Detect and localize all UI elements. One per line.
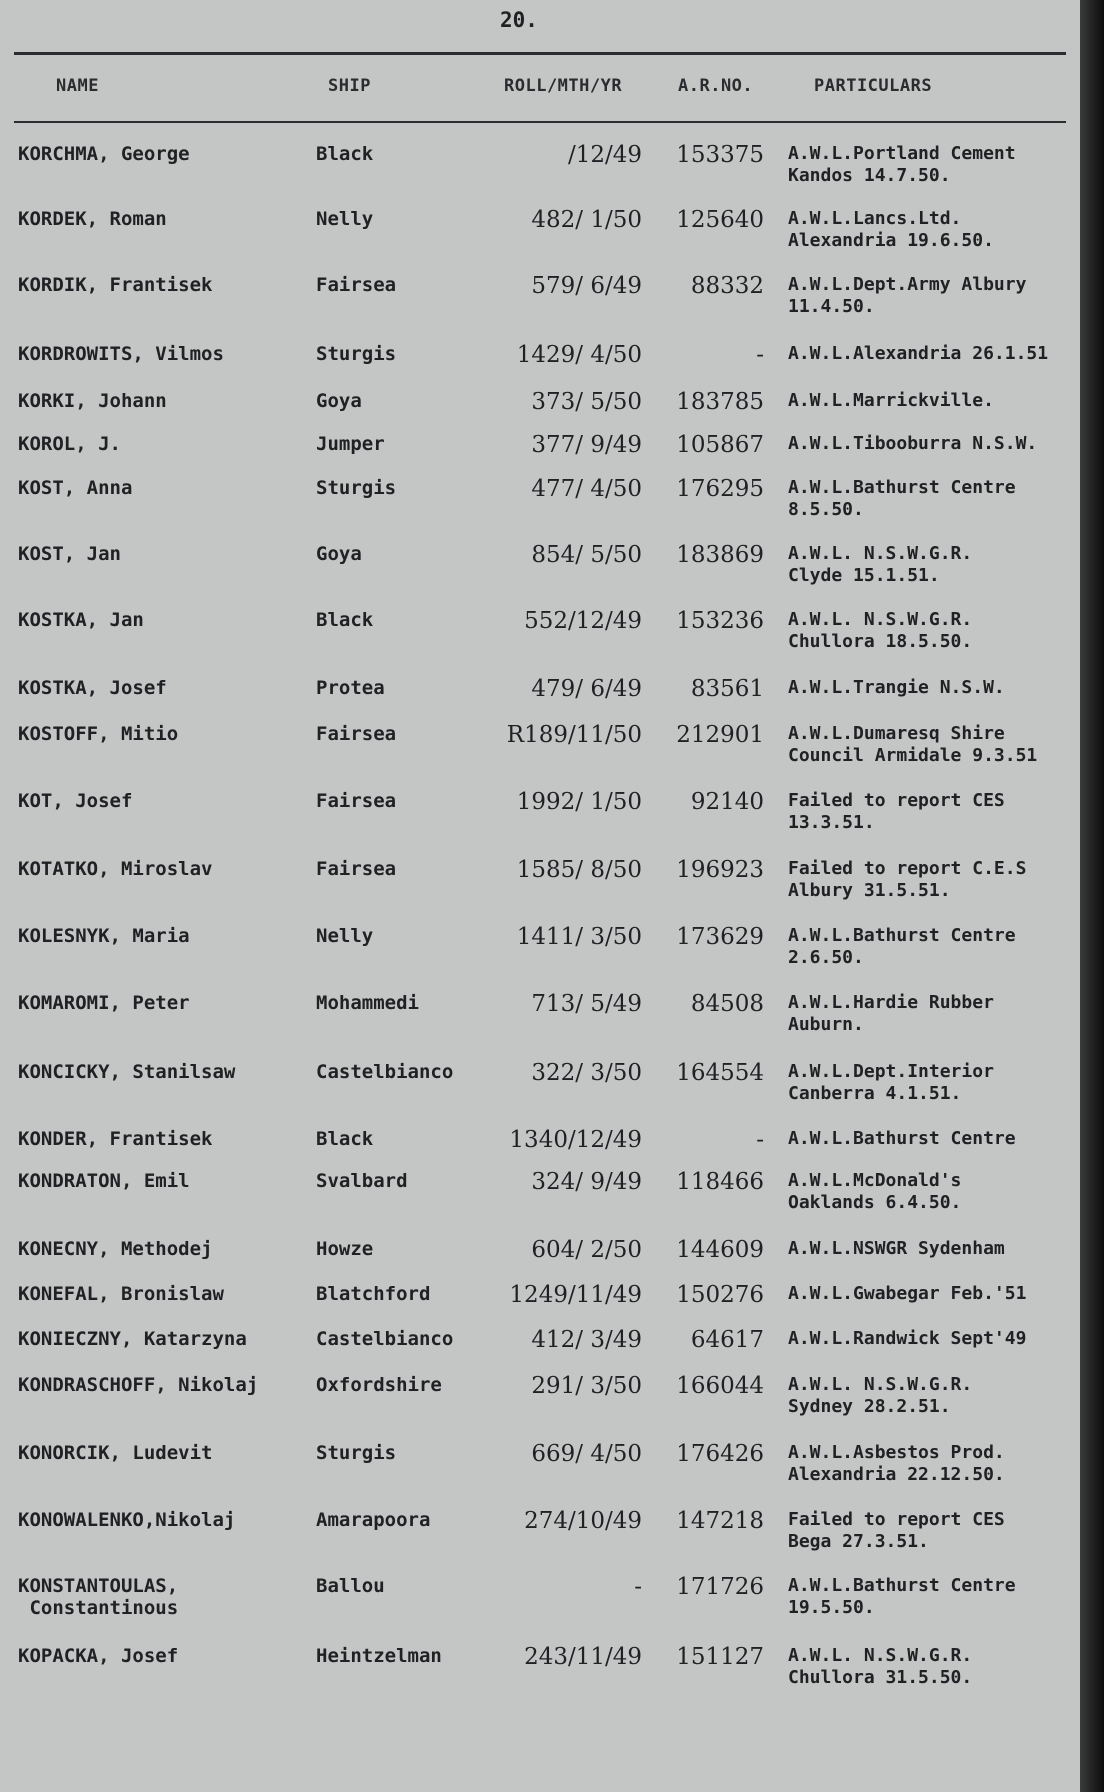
cell-ar-no: 153375 [676,142,764,168]
cell-ship: Fairsea [316,858,397,880]
cell-name [18,390,318,412]
cell-ship: Sturgis [316,343,397,365]
cell-particulars [788,1575,1080,1619]
header-top-rule [14,52,1066,55]
cell-ar-no: 83561 [690,676,764,702]
cell-particulars [788,1374,1080,1418]
cell-ar-no: 153236 [676,608,764,634]
name-line: KONIECZNY, Katarzyna [18,1328,247,1350]
particulars-line: A.W.L.Dumaresq Shire [788,723,1005,744]
cell-ship: Black [316,1128,374,1150]
header-bottom-rule [14,121,1066,123]
cell-particulars [788,1238,1080,1260]
cell-name [18,208,318,230]
cell-roll: 322/ 3/50 [531,1060,642,1086]
particulars-line: A.W.L.Asbestos Prod. [788,1442,1005,1463]
particulars-line: Failed to report CES [788,1509,1005,1530]
cell-particulars [788,677,1080,699]
cell-roll: R189/11/50 [506,722,642,748]
particulars-line: A.W.L.Trangie N.S.W. [788,677,1005,698]
cell-ship: Sturgis [316,1442,397,1464]
cell-name [18,1575,318,1619]
particulars-line: A.W.L.Marrickville. [788,390,994,411]
cell-roll: 324/ 9/49 [531,1169,642,1195]
cell-name [18,274,318,296]
name-line: KONDER, Frantisek [18,1128,213,1150]
particulars-line: A.W.L. N.S.W.G.R. [788,543,973,564]
cell-ship: Fairsea [316,723,397,745]
cell-particulars [788,274,1080,318]
cell-roll: 479/ 6/49 [531,676,642,702]
cell-roll: 477/ 4/50 [531,476,642,502]
cell-ar-no: 105867 [676,432,764,458]
cell-ship: Black [316,143,374,165]
name-line: KOPACKA, Josef [18,1645,179,1667]
cell-name [18,1645,318,1667]
cell-name [18,723,318,745]
cell-name [18,343,318,365]
cell-particulars [788,1645,1080,1689]
cell-ship: Jumper [316,433,385,455]
name-line: KOROL, J. [18,433,121,455]
cell-ar-no: 173629 [676,924,764,950]
particulars-line: A.W.L.Dept.Interior [788,1061,994,1082]
cell-roll: 552/12/49 [524,608,642,634]
cell-roll: 482/ 1/50 [531,207,642,233]
name-line: KONOWALENKO,Nikolaj [18,1509,236,1531]
particulars-line: A.W.L.Gwabegar Feb.'51 [788,1283,1027,1304]
cell-ship: Heintzelman [316,1645,442,1667]
cell-roll: 243/11/49 [524,1644,642,1670]
particulars-line: 11.4.50. [788,296,875,317]
cell-particulars [788,1170,1080,1214]
cell-ar-no: 164554 [676,1060,764,1086]
particulars-line: 2.6.50. [788,947,864,968]
particulars-line: A.W.L. N.S.W.G.R. [788,1374,973,1395]
cell-ship: Mohammedi [316,992,419,1014]
cell-ar-no: 118466 [676,1169,764,1195]
cell-name [18,992,318,1014]
particulars-line: Council Armidale 9.3.51 [788,745,1038,766]
cell-particulars [788,1509,1080,1553]
name-line: KOST, Jan [18,543,121,565]
cell-particulars [788,609,1080,653]
cell-name [18,1238,318,1260]
particulars-line: A.W.L.Tibooburra N.S.W. [788,433,1038,454]
cell-ar-no: 166044 [676,1373,764,1399]
cell-particulars [788,1328,1080,1350]
column-header-particulars: PARTICULARS [814,76,933,96]
particulars-line: Chullora 18.5.50. [788,631,973,652]
cell-roll: - [634,1574,642,1600]
particulars-line: A.W.L.Dept.Army Albury [788,274,1027,295]
cell-ship: Black [316,609,374,631]
cell-ship: Fairsea [316,274,397,296]
cell-roll: 274/10/49 [524,1508,642,1534]
cell-ar-no: 183869 [676,542,764,568]
particulars-line: A.W.L.NSWGR Sydenham [788,1238,1005,1259]
cell-roll: 412/ 3/49 [531,1327,642,1353]
cell-name [18,1061,318,1083]
name-line: KOMAROMI, Peter [18,992,190,1014]
particulars-line: A.W.L.Randwick Sept'49 [788,1328,1027,1349]
column-header-ship: SHIP [328,76,371,96]
cell-roll: 1429/ 4/50 [516,342,642,368]
cell-ship: Oxfordshire [316,1374,442,1396]
cell-ar-no: - [756,342,764,368]
cell-particulars [788,477,1080,521]
cell-roll: 604/ 2/50 [531,1237,642,1263]
name-line: KONDRASCHOFF, Nikolaj [18,1374,259,1396]
cell-ship: Castelbianco [316,1061,454,1083]
particulars-line: A.W.L.Lancs.Ltd. [788,208,962,229]
cell-name [18,1509,318,1531]
cell-roll: 1340/12/49 [509,1127,642,1153]
cell-ar-no: 183785 [676,389,764,415]
cell-ar-no: 176295 [676,476,764,502]
cell-name [18,477,318,499]
cell-ar-no: 88332 [690,273,764,299]
cell-ar-no: 171726 [676,1574,764,1600]
cell-ar-no: 212901 [676,722,764,748]
cell-roll: 377/ 9/49 [531,432,642,458]
cell-name [18,1374,318,1396]
cell-name [18,609,318,631]
particulars-line: Clyde 15.1.51. [788,565,940,586]
name-line: KORDIK, Frantisek [18,274,213,296]
cell-name [18,677,318,699]
cell-particulars [788,208,1080,252]
particulars-line: A.W.L.Bathurst Centre [788,925,1016,946]
cell-ship: Goya [316,390,362,412]
cell-ship: Ballou [316,1575,385,1597]
particulars-line: A.W.L.Bathurst Centre [788,1575,1016,1596]
cell-particulars [788,723,1080,767]
cell-roll: 373/ 5/50 [531,389,642,415]
cell-ar-no: 64617 [690,1327,764,1353]
cell-particulars [788,992,1080,1036]
cell-roll: 1585/ 8/50 [516,857,642,883]
cell-particulars [788,858,1080,902]
cell-name [18,1442,318,1464]
cell-ar-no: 92140 [690,789,764,815]
cell-ship: Protea [316,677,385,699]
cell-name [18,1170,318,1192]
particulars-line: Failed to report C.E.S [788,858,1027,879]
cell-particulars [788,1283,1080,1305]
cell-name [18,1283,318,1305]
particulars-line: A.W.L.Hardie Rubber [788,992,994,1013]
cell-roll: 713/ 5/49 [531,991,642,1017]
cell-name [18,143,318,165]
name-line: Constantinous [18,1597,179,1619]
name-line: KONEFAL, Bronislaw [18,1283,224,1305]
column-header-ar-no: A.R.NO. [678,76,754,96]
cell-ship: Nelly [316,208,374,230]
particulars-line: Kandos 14.7.50. [788,165,951,186]
cell-name [18,433,318,455]
cell-ship: Fairsea [316,790,397,812]
cell-particulars [788,543,1080,587]
cell-ar-no: - [756,1127,764,1153]
cell-ar-no: 147218 [676,1508,764,1534]
name-line: KOSTKA, Josef [18,677,167,699]
cell-particulars [788,143,1080,187]
cell-ship: Amarapoora [316,1509,431,1531]
cell-ar-no: 196923 [676,857,764,883]
name-line: KONECNY, Methodej [18,1238,213,1260]
name-line: KOLESNYK, Maria [18,925,190,947]
page-edge [1080,0,1104,1792]
cell-particulars [788,390,1080,412]
particulars-line: Auburn. [788,1014,864,1035]
cell-ship: Sturgis [316,477,397,499]
cell-ship: Nelly [316,925,374,947]
cell-particulars [788,1061,1080,1105]
cell-roll: 1411/ 3/50 [516,924,642,950]
cell-ar-no: 176426 [676,1441,764,1467]
particulars-line: A.W.L.Alexandria 26.1.51 [788,343,1049,364]
column-header-roll: ROLL/MTH/YR [504,76,623,96]
cell-ar-no: 144609 [676,1237,764,1263]
cell-roll: 1992/ 1/50 [516,789,642,815]
name-line: KOTATKO, Miroslav [18,858,213,880]
cell-name [18,543,318,565]
particulars-line: A.W.L.McDonald's [788,1170,962,1191]
name-line: KORDROWITS, Vilmos [18,343,224,365]
cell-roll: 291/ 3/50 [531,1373,642,1399]
name-line: KOST, Anna [18,477,133,499]
cell-ar-no: 84508 [690,991,764,1017]
column-header-name: NAME [56,76,99,96]
particulars-line: A.W.L. N.S.W.G.R. [788,609,973,630]
particulars-line: Chullora 31.5.50. [788,1667,973,1688]
cell-name [18,790,318,812]
name-line: KONORCIK, Ludevit [18,1442,213,1464]
name-line: KORCHMA, George [18,143,190,165]
name-line: KOT, Josef [18,790,133,812]
cell-particulars [788,1442,1080,1486]
name-line: KOSTOFF, Mitio [18,723,179,745]
cell-roll: 1249/11/49 [509,1282,642,1308]
particulars-line: Oaklands 6.4.50. [788,1192,962,1213]
cell-name [18,1328,318,1350]
cell-particulars [788,790,1080,834]
cell-ar-no: 150276 [676,1282,764,1308]
cell-ship: Castelbianco [316,1328,454,1350]
particulars-line: Sydney 28.2.51. [788,1396,951,1417]
cell-particulars [788,1128,1080,1150]
particulars-line: A.W.L.Bathurst Centre [788,1128,1016,1149]
cell-ship: Blatchford [316,1283,431,1305]
particulars-line: 8.5.50. [788,499,864,520]
cell-ar-no: 151127 [676,1644,764,1670]
name-line: KONCICKY, Stanilsaw [18,1061,236,1083]
cell-roll: 579/ 6/49 [531,273,642,299]
name-line: KORDEK, Roman [18,208,167,230]
particulars-line: Albury 31.5.51. [788,880,951,901]
name-line: KONDRATON, Emil [18,1170,190,1192]
particulars-line: Canberra 4.1.51. [788,1083,962,1104]
cell-particulars [788,433,1080,455]
particulars-line: Bega 27.3.51. [788,1531,929,1552]
particulars-line: Alexandria 19.6.50. [788,230,994,251]
name-line: KOSTKA, Jan [18,609,144,631]
particulars-line: 13.3.51. [788,812,875,833]
cell-roll: 854/ 5/50 [531,542,642,568]
cell-roll: 669/ 4/50 [531,1441,642,1467]
particulars-line: A.W.L. N.S.W.G.R. [788,1645,973,1666]
cell-ship: Svalbard [316,1170,408,1192]
cell-ar-no: 125640 [676,207,764,233]
particulars-line: 19.5.50. [788,1597,875,1618]
cell-particulars [788,925,1080,969]
cell-name [18,858,318,880]
cell-roll: /12/49 [567,142,642,168]
cell-name [18,1128,318,1150]
cell-ship: Goya [316,543,362,565]
name-line: KONSTANTOULAS, [18,1575,179,1597]
cell-name [18,925,318,947]
page-number: 20. [500,8,538,32]
name-line: KORKI, Johann [18,390,167,412]
cell-ship: Howze [316,1238,374,1260]
particulars-line: A.W.L.Portland Cement [788,143,1016,164]
particulars-line: Alexandria 22.12.50. [788,1464,1005,1485]
particulars-line: Failed to report CES [788,790,1005,811]
cell-particulars [788,343,1080,365]
particulars-line: A.W.L.Bathurst Centre [788,477,1016,498]
